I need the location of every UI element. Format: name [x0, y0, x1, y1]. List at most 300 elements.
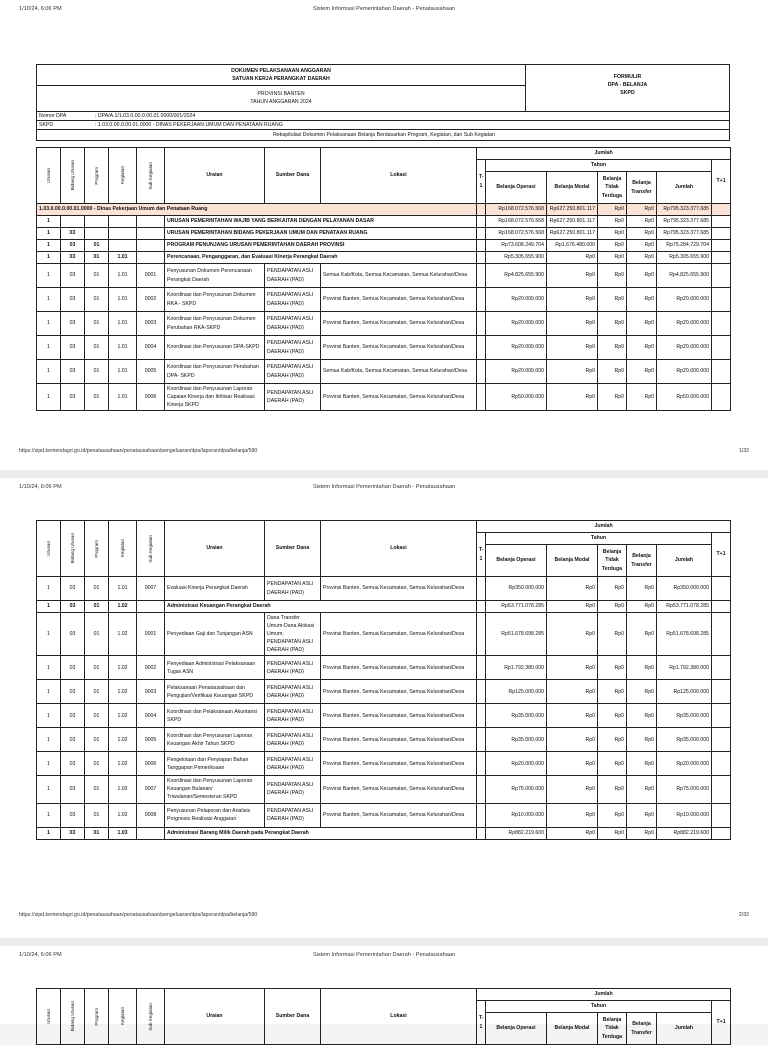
- page-1: [0, 0, 768, 470]
- cell-sumber-dana: PENDAPATAN ASLI DAERAH (PAD): [265, 312, 321, 336]
- cell-belanja-transfer: Rp0: [627, 216, 657, 228]
- cell-belanja-tidak-terduga: Rp0: [598, 360, 627, 384]
- cell-belanja-transfer: Rp0: [627, 384, 657, 411]
- cell-belanja-tidak-terduga: Rp0: [598, 240, 627, 252]
- cell-kegiatan: [109, 216, 137, 228]
- table-row: [37, 656, 731, 680]
- cell-t-plus-1: [712, 613, 731, 656]
- col-jumlah-group: Jumlah: [477, 989, 731, 1001]
- cell-belanja-tidak-terduga: Rp0: [598, 680, 627, 704]
- table-row: [37, 704, 731, 728]
- cell-belanja-modal: Rp0: [547, 613, 598, 656]
- col-program: Program: [93, 166, 99, 185]
- cell-t-plus-1: [712, 228, 731, 240]
- cell-uraian: Koordinasi dan Penyusunan Laporan Capaian Kinerja dan Ikhtisar Realisasi Kinerja SKPD: [165, 384, 265, 411]
- cell-jumlah: Rp10.000.000: [657, 803, 712, 827]
- cell-jumlah: Rp53.771.078.285: [657, 601, 712, 613]
- cell-belanja-operasi: Rp1.792.380.000: [486, 656, 547, 680]
- cell-t-plus-1: [712, 384, 731, 411]
- cell-jumlah: Rp75.284.729.704: [657, 240, 712, 252]
- print-url: https://sipd.kemendagri.go.id/penatausahaan/penatausahaan/pengeluaran/dpa/laporan/dpa/belanja/590: [19, 912, 258, 918]
- table-row: [37, 577, 731, 601]
- cell-belanja-tidak-terduga: Rp0: [598, 803, 627, 827]
- cell-belanja-modal: Rp0: [547, 827, 598, 839]
- cell-belanja-modal: Rp0: [547, 704, 598, 728]
- col-jumlah-group: Jumlah: [477, 148, 731, 160]
- cell-jumlah: Rp882.219.600: [657, 827, 712, 839]
- cell-program: 01: [85, 240, 109, 252]
- cell-belanja-tidak-terduga: Rp0: [598, 827, 627, 839]
- cell-bidang: 03: [61, 264, 85, 288]
- cell-uraian: Penyusunan Dokumen Perencanaan Perangkat Daerah: [165, 264, 265, 288]
- belanja-table-page-1: [36, 147, 731, 411]
- cell-t-minus-1: [477, 704, 486, 728]
- cell-sub-kegiatan: 0002: [137, 288, 165, 312]
- cell-uraian: Koordinasi dan Penyusunan Dokumen Perubahan RKA-SKPD: [165, 312, 265, 336]
- col-sumber-dana: Sumber Dana: [265, 989, 321, 1045]
- cell-belanja-modal: Rp0: [547, 577, 598, 601]
- cell-kegiatan: 1.01: [109, 360, 137, 384]
- cell-program: 01: [85, 252, 109, 264]
- cell-t-plus-1: [712, 360, 731, 384]
- cell-kegiatan: 1.02: [109, 776, 137, 803]
- cell-lokasi: Provinsi Banten, Semua Kecamatan, Semua Kelurahan/Desa: [321, 656, 477, 680]
- table-row: [37, 360, 731, 384]
- col-sumber-dana: Sumber Dana: [265, 148, 321, 204]
- col-belanja-modal: Belanja Modal: [547, 172, 598, 204]
- cell-belanja-operasi: Rp73.608.249.704: [486, 240, 547, 252]
- cell-belanja-tidak-terduga: Rp0: [598, 704, 627, 728]
- cell-sub-kegiatan: 0006: [137, 384, 165, 411]
- cell-program: 01: [85, 656, 109, 680]
- cell-kegiatan: 1.02: [109, 613, 137, 656]
- cell-urusan: 1: [37, 601, 61, 613]
- cell-sumber-dana: PENDAPATAN ASLI DAERAH (PAD): [265, 360, 321, 384]
- cell-t-minus-1: [477, 360, 486, 384]
- col-jumlah-group: Jumlah: [477, 521, 731, 533]
- nomor-dpa-value: : DPA/A.1/1.03.0.00.0.00.01.0000/001/2024: [95, 113, 196, 119]
- cell-bidang: 03: [61, 680, 85, 704]
- skpd-value: : 1.03.0.00.0.00.01.0000 - DINAS PEKERJAAN UMUM DAN PENATAAN RUANG: [95, 122, 283, 128]
- cell-sub-kegiatan: 0006: [137, 752, 165, 776]
- col-uraian: Uraian: [165, 148, 265, 204]
- table-row: [37, 228, 731, 240]
- cell-bidang: 03: [61, 613, 85, 656]
- cell-jumlah: Rp795.323.377.685: [657, 216, 712, 228]
- cell-belanja-modal: Rp627.250.801.117: [547, 204, 598, 216]
- col-urusan: Urusan: [45, 168, 51, 183]
- belanja-table-page-3: [36, 988, 731, 1045]
- cell-belanja-transfer: Rp0: [627, 803, 657, 827]
- cell-belanja-modal: Rp0: [547, 288, 598, 312]
- cell-belanja-transfer: Rp0: [627, 204, 657, 216]
- col-uraian: Uraian: [165, 521, 265, 577]
- cell-t-minus-1: [477, 240, 486, 252]
- cell-belanja-operasi: Rp75.000.000: [486, 776, 547, 803]
- table-head: [37, 989, 731, 1045]
- cell-t-plus-1: [712, 704, 731, 728]
- cell-sub-kegiatan: 0005: [137, 360, 165, 384]
- cell-belanja-operasi: Rp125.000.000: [486, 680, 547, 704]
- cell-t-minus-1: [477, 577, 486, 601]
- cell-kegiatan: 1.02: [109, 680, 137, 704]
- cell-urusan: 1: [37, 680, 61, 704]
- cell-belanja-transfer: Rp0: [627, 288, 657, 312]
- cell-belanja-transfer: Rp0: [627, 827, 657, 839]
- cell-t-plus-1: [712, 288, 731, 312]
- cell-t-minus-1: [477, 288, 486, 312]
- cell-t-plus-1: [712, 216, 731, 228]
- cell-lokasi: Provinsi Banten, Semua Kecamatan, Semua Kelurahan/Desa: [321, 803, 477, 827]
- cell-belanja-transfer: Rp0: [627, 360, 657, 384]
- cell-belanja-tidak-terduga: Rp0: [598, 776, 627, 803]
- table-row: [37, 216, 731, 228]
- cell-lokasi: Provinsi Banten, Semua Kecamatan, Semua Kelurahan/Desa: [321, 728, 477, 752]
- cell-belanja-modal: Rp627.250.801.117: [547, 216, 598, 228]
- cell-belanja-transfer: Rp0: [627, 601, 657, 613]
- col-belanja-operasi: Belanja Operasi: [486, 172, 547, 204]
- cell-program: 01: [85, 336, 109, 360]
- cell-urusan: 1: [37, 656, 61, 680]
- table-body-page-1: [37, 204, 731, 411]
- cell-t-plus-1: [712, 656, 731, 680]
- cell-belanja-tidak-terduga: Rp0: [598, 228, 627, 240]
- table-row: [37, 728, 731, 752]
- table-row: [37, 312, 731, 336]
- col-t-minus-1: T-1: [477, 160, 486, 204]
- col-tahun: Tahun: [486, 160, 712, 172]
- col-bidang: Bidang Urusan: [69, 533, 75, 564]
- col-sub-kegiatan: Sub Kegiatan: [147, 161, 153, 190]
- cell-sumber-dana: PENDAPATAN ASLI DAERAH (PAD): [265, 803, 321, 827]
- cell-bidang: 03: [61, 656, 85, 680]
- cell-sumber-dana: PENDAPATAN ASLI DAERAH (PAD): [265, 264, 321, 288]
- cell-t-plus-1: [712, 252, 731, 264]
- cell-urusan: 1: [37, 776, 61, 803]
- col-belanja-tidak-terduga: Belanja Tidak Terduga: [598, 172, 627, 204]
- table-body-page-2: [37, 577, 731, 840]
- cell-lokasi: Semua Kab/Kota, Semua Kecamatan, Semua Kelurahan/Desa: [321, 264, 477, 288]
- cell-program: 01: [85, 360, 109, 384]
- cell-jumlah: Rp35.000.000: [657, 728, 712, 752]
- doc-year: TAHUN ANGGARAN 2024: [250, 99, 312, 105]
- col-kegiatan: Kegiatan: [119, 1007, 125, 1026]
- cell-program: [85, 216, 109, 228]
- cell-belanja-transfer: Rp0: [627, 240, 657, 252]
- col-belanja-operasi: Belanja Operasi: [486, 545, 547, 577]
- cell-belanja-transfer: Rp0: [627, 728, 657, 752]
- cell-jumlah: Rp350.000.000: [657, 577, 712, 601]
- table-row: [37, 252, 731, 264]
- table-head: [37, 521, 731, 577]
- cell-t-minus-1: [477, 601, 486, 613]
- cell-kegiatan: 1.01: [109, 384, 137, 411]
- page-number: 1/32: [738, 448, 749, 454]
- cell-t-plus-1: [712, 240, 731, 252]
- cell-belanja-operasi: Rp168.072.576.568: [486, 204, 547, 216]
- cell-urusan: 1: [37, 252, 61, 264]
- cell-belanja-tidak-terduga: Rp0: [598, 656, 627, 680]
- col-sumber-dana: Sumber Dana: [265, 521, 321, 577]
- cell-lokasi: Semua Kab/Kota, Semua Kecamatan, Semua Kelurahan/Desa: [321, 360, 477, 384]
- cell-t-minus-1: [477, 776, 486, 803]
- cell-jumlah: Rp795.323.377.685: [657, 204, 712, 216]
- skpd-total-label: 1.03.0.00.0.00.01.0000 - Dinas Pekerjaan Umum dan Penataan Ruang: [37, 204, 477, 216]
- cell-bidang: 03: [61, 577, 85, 601]
- skpd-row: [37, 121, 729, 130]
- cell-t-minus-1: [477, 827, 486, 839]
- cell-belanja-operasi: Rp168.072.576.568: [486, 216, 547, 228]
- col-belanja-transfer: Belanja Transfer: [627, 545, 657, 577]
- cell-t-plus-1: [712, 601, 731, 613]
- cell-uraian: Koordinasi dan Penyusunan Perubahan DPA- SKPD: [165, 360, 265, 384]
- print-title: Sistem Informasi Pemerintahan Daerah - Penatausahaan: [312, 6, 456, 12]
- cell-urusan: 1: [37, 360, 61, 384]
- table-row: [37, 264, 731, 288]
- page-3: [0, 946, 768, 1040]
- cell-belanja-tidak-terduga: Rp0: [598, 288, 627, 312]
- cell-belanja-operasi: Rp4.825.655.900: [486, 264, 547, 288]
- cell-sumber-dana: PENDAPATAN ASLI DAERAH (PAD): [265, 656, 321, 680]
- cell-belanja-transfer: Rp0: [627, 656, 657, 680]
- cell-t-plus-1: [712, 204, 731, 216]
- cell-sub-kegiatan: [137, 240, 165, 252]
- cell-belanja-modal: Rp0: [547, 656, 598, 680]
- cell-belanja-operasi: Rp35.000.000: [486, 704, 547, 728]
- cell-belanja-transfer: Rp0: [627, 704, 657, 728]
- cell-sub-kegiatan: [137, 216, 165, 228]
- form-code-block: [526, 65, 729, 111]
- cell-t-minus-1: [477, 216, 486, 228]
- cell-t-plus-1: [712, 336, 731, 360]
- cell-belanja-operasi: Rp51.678.698.285: [486, 613, 547, 656]
- cell-t-minus-1: [477, 680, 486, 704]
- cell-belanja-modal: Rp0: [547, 803, 598, 827]
- cell-t-minus-1: [477, 312, 486, 336]
- page-separator: [0, 470, 768, 478]
- table-row: [37, 752, 731, 776]
- cell-belanja-operasi: Rp5.305.655.900: [486, 252, 547, 264]
- cell-urusan: 1: [37, 288, 61, 312]
- page-separator: [0, 938, 768, 946]
- cell-urusan: 1: [37, 216, 61, 228]
- cell-belanja-operasi: Rp20.000.000: [486, 360, 547, 384]
- cell-jumlah: Rp20.000.000: [657, 336, 712, 360]
- cell-belanja-transfer: Rp0: [627, 752, 657, 776]
- cell-program: 01: [85, 680, 109, 704]
- cell-kegiatan: 1.01: [109, 577, 137, 601]
- cell-kegiatan: 1.02: [109, 704, 137, 728]
- cell-urusan: 1: [37, 264, 61, 288]
- cell-sub-kegiatan: 0002: [137, 656, 165, 680]
- page-number: 2/32: [738, 912, 749, 918]
- col-uraian: Uraian: [165, 989, 265, 1045]
- cell-kegiatan: 1.01: [109, 312, 137, 336]
- cell-uraian: Penyediaan Gaji dan Tunjangan ASN: [165, 613, 265, 656]
- cell-uraian: Administrasi Keuangan Perangkat Daerah: [165, 601, 477, 613]
- cell-urusan: 1: [37, 336, 61, 360]
- cell-sub-kegiatan: [137, 252, 165, 264]
- doc-province: PROVINSI BANTEN: [257, 91, 305, 97]
- cell-sub-kegiatan: 0004: [137, 336, 165, 360]
- cell-sub-kegiatan: [137, 228, 165, 240]
- col-bidang: Bidang Urusan: [69, 1001, 75, 1032]
- cell-uraian: Koordinasi dan Penyusunan Dokumen RKA - SKPD: [165, 288, 265, 312]
- belanja-table-page-2: [36, 520, 731, 840]
- cell-belanja-modal: Rp0: [547, 312, 598, 336]
- print-url: https://sipd.kemendagri.go.id/penatausahaan/penatausahaan/pengeluaran/dpa/laporan/dpa/belanja/590: [19, 448, 258, 454]
- col-belanja-transfer: Belanja Transfer: [627, 1013, 657, 1045]
- cell-sub-kegiatan: 0004: [137, 704, 165, 728]
- form-line-2: DPA - BELANJA: [607, 82, 648, 88]
- print-date: 1/10/24, 6:06 PM: [19, 952, 62, 958]
- col-tahun: Tahun: [486, 533, 712, 545]
- cell-lokasi: Provinsi Banten, Semua Kecamatan, Semua Kelurahan/Desa: [321, 577, 477, 601]
- cell-uraian: Pelaksanaan Penatausahaan dan Pengujian/Verifikasi Keuangan SKPD: [165, 680, 265, 704]
- cell-belanja-tidak-terduga: Rp0: [598, 252, 627, 264]
- cell-program: 01: [85, 384, 109, 411]
- col-belanja-modal: Belanja Modal: [547, 1013, 598, 1045]
- cell-t-minus-1: [477, 656, 486, 680]
- cell-belanja-tidak-terduga: Rp0: [598, 216, 627, 228]
- col-lokasi: Lokasi: [321, 521, 477, 577]
- cell-kegiatan: 1.02: [109, 803, 137, 827]
- cell-t-minus-1: [477, 204, 486, 216]
- cell-bidang: 03: [61, 336, 85, 360]
- cell-bidang: 03: [61, 312, 85, 336]
- cell-t-plus-1: [712, 803, 731, 827]
- cell-jumlah: Rp75.000.000: [657, 776, 712, 803]
- col-belanja-transfer: Belanja Transfer: [627, 172, 657, 204]
- col-lokasi: Lokasi: [321, 148, 477, 204]
- cell-lokasi: Provinsi Banten, Semua Kecamatan, Semua Kelurahan/Desa: [321, 776, 477, 803]
- cell-t-plus-1: [712, 827, 731, 839]
- rekap-caption: Rekapitulasi Dokumen Pelaksanaan Belanja Berdasarkan Program, Kegiatan, dan Sub Kegiatan: [273, 132, 495, 138]
- cell-sub-kegiatan: 0007: [137, 776, 165, 803]
- cell-sub-kegiatan: [137, 601, 165, 613]
- cell-sub-kegiatan: 0003: [137, 680, 165, 704]
- cell-kegiatan: 1.01: [109, 264, 137, 288]
- cell-jumlah: Rp20.000.000: [657, 312, 712, 336]
- rekap-row: [37, 130, 729, 141]
- cell-t-plus-1: [712, 752, 731, 776]
- cell-belanja-modal: Rp0: [547, 264, 598, 288]
- cell-uraian: PROGRAM PENUNJANG URUSAN PEMERINTAHAN DAERAH PROVINSI: [165, 240, 477, 252]
- document-header-box: [36, 64, 730, 112]
- cell-jumlah: Rp795.323.377.685: [657, 228, 712, 240]
- cell-sumber-dana: PENDAPATAN ASLI DAERAH (PAD): [265, 680, 321, 704]
- cell-belanja-operasi: Rp35.000.000: [486, 728, 547, 752]
- cell-uraian: Penyusunan Pelaporan dan Analisis Prognosis Realisasi Anggaran: [165, 803, 265, 827]
- cell-program: 01: [85, 803, 109, 827]
- cell-program: 01: [85, 776, 109, 803]
- cell-uraian: Pengelolaan dan Penyiapan Bahan Tanggapan Pemeriksaan: [165, 752, 265, 776]
- cell-uraian: Koordinasi dan Penyusunan DPA-SKPD: [165, 336, 265, 360]
- cell-sumber-dana: PENDAPATAN ASLI DAERAH (PAD): [265, 336, 321, 360]
- cell-belanja-modal: Rp0: [547, 776, 598, 803]
- cell-program: 01: [85, 288, 109, 312]
- cell-t-minus-1: [477, 803, 486, 827]
- cell-lokasi: Provinsi Banten, Semua Kecamatan, Semua Kelurahan/Desa: [321, 288, 477, 312]
- cell-t-minus-1: [477, 613, 486, 656]
- cell-sub-kegiatan: 0005: [137, 728, 165, 752]
- cell-belanja-transfer: Rp0: [627, 336, 657, 360]
- cell-jumlah: Rp125.000.000: [657, 680, 712, 704]
- cell-belanja-operasi: Rp53.771.078.285: [486, 601, 547, 613]
- cell-jumlah: Rp51.678.698.285: [657, 613, 712, 656]
- page-2: [0, 478, 768, 938]
- doc-title-2: SATUAN KERJA PERANGKAT DAERAH: [232, 76, 330, 82]
- table-row: [37, 204, 731, 216]
- cell-lokasi: Provinsi Banten, Semua Kecamatan, Semua Kelurahan/Desa: [321, 613, 477, 656]
- cell-belanja-tidak-terduga: Rp0: [598, 728, 627, 752]
- cell-lokasi: Provinsi Banten, Semua Kecamatan, Semua Kelurahan/Desa: [321, 384, 477, 411]
- cell-urusan: 1: [37, 803, 61, 827]
- col-belanja-operasi: Belanja Operasi: [486, 1013, 547, 1045]
- cell-belanja-operasi: Rp20.000.000: [486, 752, 547, 776]
- col-kegiatan: Kegiatan: [119, 539, 125, 558]
- cell-program: 01: [85, 577, 109, 601]
- cell-belanja-modal: Rp0: [547, 384, 598, 411]
- cell-t-plus-1: [712, 776, 731, 803]
- cell-lokasi: Provinsi Banten, Semua Kecamatan, Semua Kelurahan/Desa: [321, 752, 477, 776]
- print-title: Sistem Informasi Pemerintahan Daerah - Penatausahaan: [312, 952, 456, 958]
- cell-program: 01: [85, 728, 109, 752]
- cell-t-minus-1: [477, 384, 486, 411]
- cell-bidang: 03: [61, 704, 85, 728]
- cell-kegiatan: 1.01: [109, 252, 137, 264]
- skpd-label: SKPD: [39, 122, 54, 128]
- doc-title-1: DOKUMEN PELAKSANAAN ANGGARAN: [231, 68, 331, 74]
- cell-sumber-dana: PENDAPATAN ASLI DAERAH (PAD): [265, 577, 321, 601]
- cell-belanja-transfer: Rp0: [627, 312, 657, 336]
- col-kegiatan: Kegiatan: [119, 166, 125, 185]
- cell-bidang: 03: [61, 827, 85, 839]
- cell-belanja-tidak-terduga: Rp0: [598, 384, 627, 411]
- col-urusan: Urusan: [45, 541, 51, 556]
- cell-belanja-operasi: Rp50.000.000: [486, 384, 547, 411]
- cell-sub-kegiatan: 0008: [137, 803, 165, 827]
- cell-uraian: Administrasi Barang Milik Daerah pada Perangkat Daerah: [165, 827, 477, 839]
- cell-belanja-transfer: Rp0: [627, 680, 657, 704]
- cell-uraian: URUSAN PEMERINTAHAN WAJIB YANG BERKAITAN DENGAN PELAYANAN DASAR: [165, 216, 477, 228]
- cell-bidang: 03: [61, 752, 85, 776]
- cell-program: 01: [85, 312, 109, 336]
- cell-sumber-dana: Dana Transfer Umum-Dana Alokasi Umum; PENDAPATAN ASLI DAERAH (PAD): [265, 613, 321, 656]
- cell-belanja-tidak-terduga: Rp0: [598, 264, 627, 288]
- cell-belanja-transfer: Rp0: [627, 228, 657, 240]
- cell-jumlah: Rp20.000.000: [657, 752, 712, 776]
- cell-kegiatan: 1.03: [109, 827, 137, 839]
- table-row: [37, 240, 731, 252]
- cell-bidang: 03: [61, 288, 85, 312]
- cell-sub-kegiatan: [137, 827, 165, 839]
- col-t-plus-1: T+1: [712, 1001, 731, 1045]
- cell-uraian: Perencanaan, Penganggaran, dan Evaluasi Kinerja Perangkat Daerah: [165, 252, 477, 264]
- cell-jumlah: Rp1.792.380.000: [657, 656, 712, 680]
- cell-program: 01: [85, 704, 109, 728]
- cell-jumlah: Rp50.000.000: [657, 384, 712, 411]
- cell-kegiatan: 1.01: [109, 336, 137, 360]
- cell-bidang: 03: [61, 228, 85, 240]
- table-row: [37, 776, 731, 803]
- table-row: [37, 827, 731, 839]
- cell-belanja-transfer: Rp0: [627, 776, 657, 803]
- cell-belanja-modal: Rp0: [547, 680, 598, 704]
- cell-belanja-modal: Rp0: [547, 752, 598, 776]
- cell-belanja-modal: Rp0: [547, 252, 598, 264]
- col-program: Program: [93, 1007, 99, 1026]
